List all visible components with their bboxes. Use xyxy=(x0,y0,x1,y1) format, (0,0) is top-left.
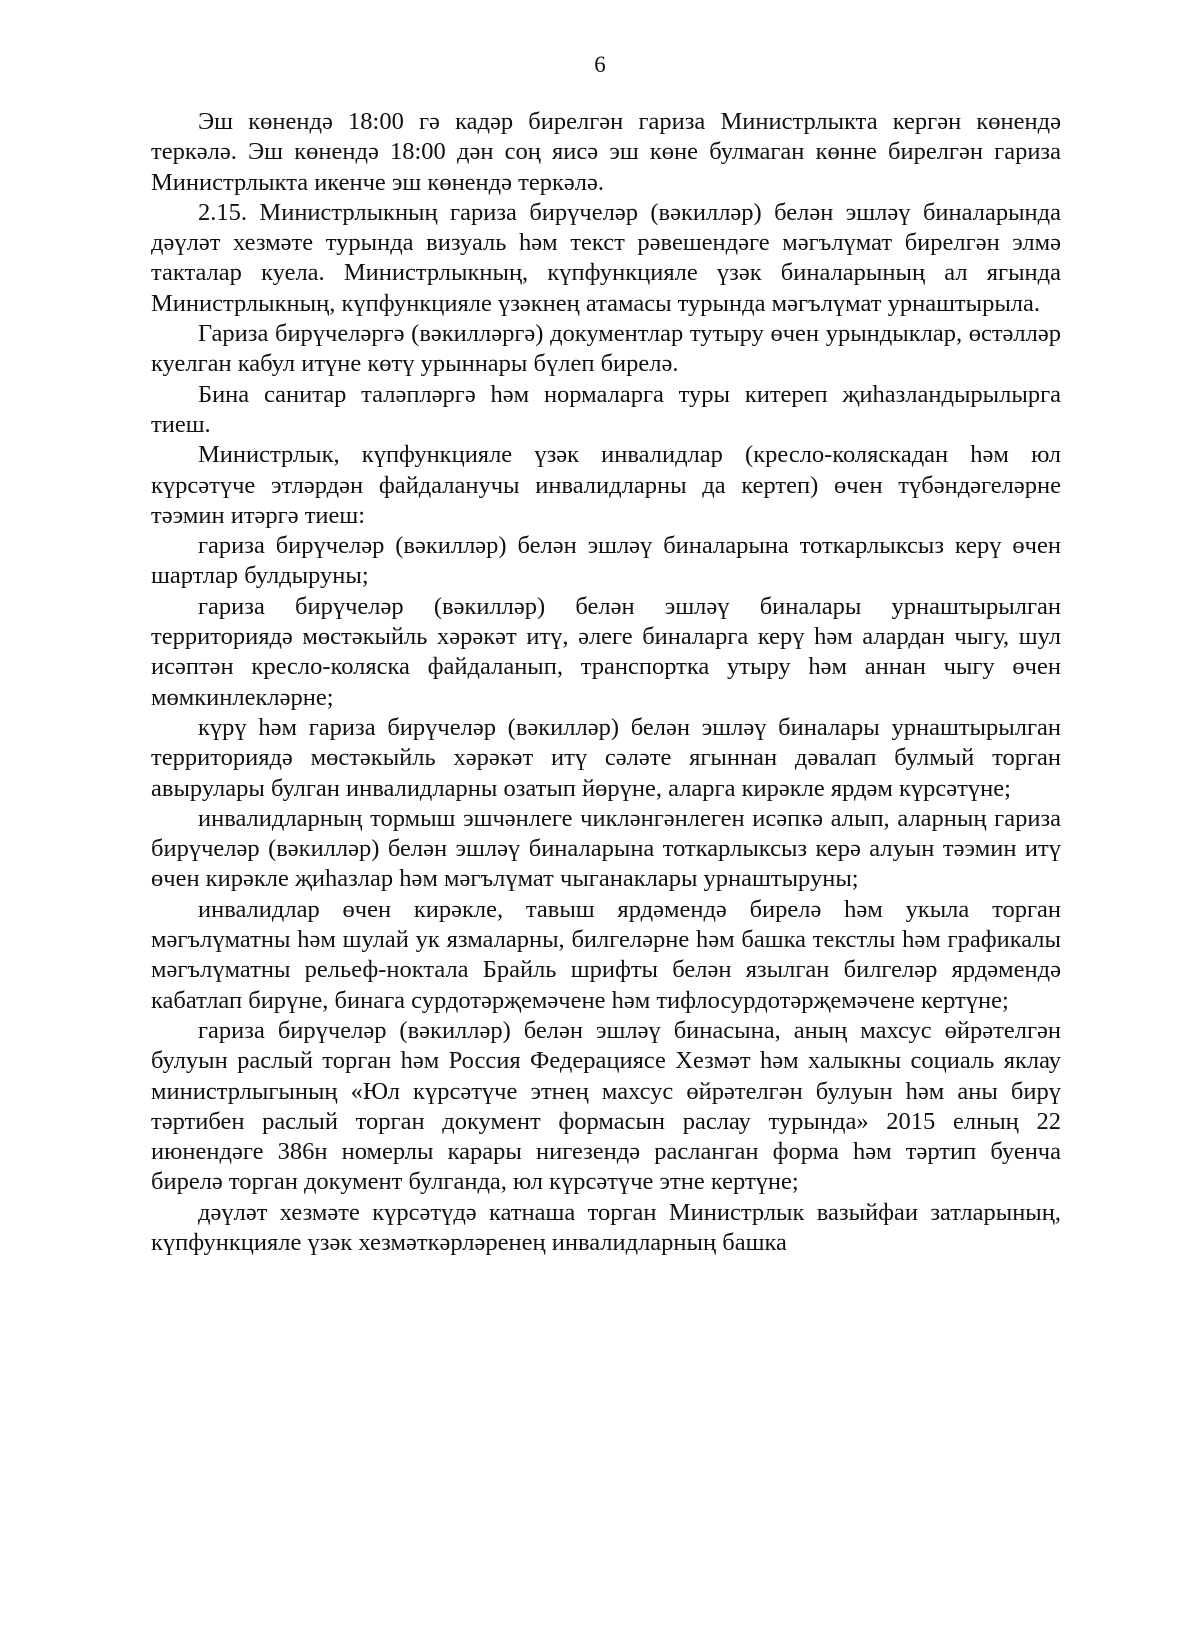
paragraph-12: дәүләт хезмәте күрсәтүдә катнаша торган Министрлык вазыйфаи затларының, күпфункцияле үзәк хезмәткәрләренең инвалидларның башка xyxy=(151,1198,1061,1256)
paragraph-11: гариза бирүчеләр (вәкилләр) белән эшләү бинасына, аның махсус өйрәтелгән булуын раслый торган һәм Россия Федерациясе Хезмәт һәм халыкны социаль яклау министрлыгының «Юл күрсәтүче этнең махсус өйрәтелгән булуын һәм аны бирү тәртибен раслый торган документ формасын раслау турында» 2015 елның 22 июнендәге 386н номерлы карары нигезендә расланган форма һәм тәртип буенча бирелә торган документ булганда, юл күрсәтүче этне кертүне; xyxy=(151,1016,1061,1196)
paragraph-3: Гариза бирүчеләргә (вәкилләргә) документлар тутыру өчен урындыклар, өстәлләр куелган кабул итүне көтү урыннары бүлеп бирелә. xyxy=(151,320,1061,378)
page-number: 6 xyxy=(594,52,606,77)
paragraph-9: инвалидларның тормыш эшчәнлеге чикләнгәнлеген исәпкә алып, аларның гариза бирүчеләр (вәкилләр) белән эшләү биналарына тоткарлыксыз керә алуын тәэмин итү өчен кирәкле җиһазлар һәм мәгълүмат чыганаклары урнаштыруны; xyxy=(151,804,1061,893)
paragraph-1: Эш көнендә 18:00 гә кадәр бирелгән гариза Министрлыкта кергән көнендә теркәлә. Эш көнендә 18:00 дән соң яисә эш көне булмаган көнне бирелгән гариза Министрлыкта икенче эш көнендә теркәлә. xyxy=(151,108,1061,196)
paragraph-10: инвалидлар өчен кирәкле, тавыш ярдәмендә бирелә һәм укыла торган мәгълүматны һәм шулай ук язмаларны, билгеләрне һәм башка текстлы һәм графикалы мәгълүматны рельеф-ноктала Брайль шрифты белән язылган билгеләр ярдәмендә кабатлап бирүне, бинага сурдотәрҗемәчене һәм тифлосурдотәрҗемәчене кертүне; xyxy=(151,895,1061,1014)
paragraph-7: гариза бирүчеләр (вәкилләр) белән эшләү биналары урнаштырылган территориядә мөстәкыйль хәрәкәт итү, әлеге биналарга керү һәм алардан чыгу, шул исәптән кресло-коляска файдаланып, транспортка утыру һәм аннан чыгу өчен мөмкинлекләрне; xyxy=(151,592,1061,711)
paragraph-5: Министрлык, күпфункцияле үзәк инвалидлар (кресло-коляскадан һәм юл күрсәтүче этләрдән файдаланучы инвалидларны да кертеп) өчен түбәндәгеләрне тәэмин итәргә тиеш: xyxy=(151,441,1061,529)
paragraph-8: күрү һәм гариза бирүчеләр (вәкилләр) белән эшләү биналары урнаштырылган территориядә мөстәкыйль хәрәкәт итү сәләте ягыннан дәвалап булмый торган авырулары булган инвалидларны озатып йөрүне, аларга кирәкле ярдәм күрсәтүне; xyxy=(151,713,1061,802)
paragraph-6: гариза бирүчеләр (вәкилләр) белән эшләү биналарына тоткарлыксыз керү өчен шартлар булдыруны; xyxy=(151,532,1061,590)
paragraph-4: Бина санитар таләпләргә һәм нормаларга туры китереп җиһазландырылырга тиеш. xyxy=(151,380,1061,438)
paragraph-2: 2.15. Министрлыкның гариза бирүчеләр (вәкилләр) белән эшләү биналарында дәүләт хезмәте турында визуаль һәм текст рәвешендәге мәгълүмат бирелгән элмә такталар куела. Министрлыкның, күпфункцияле үзәк биналарының ал ягында Министрлыкның, күпфункцияле үзәкнең атамасы турында мәгълүмат урнаштырыла. xyxy=(151,198,1061,317)
document-body xyxy=(151,107,1061,1258)
